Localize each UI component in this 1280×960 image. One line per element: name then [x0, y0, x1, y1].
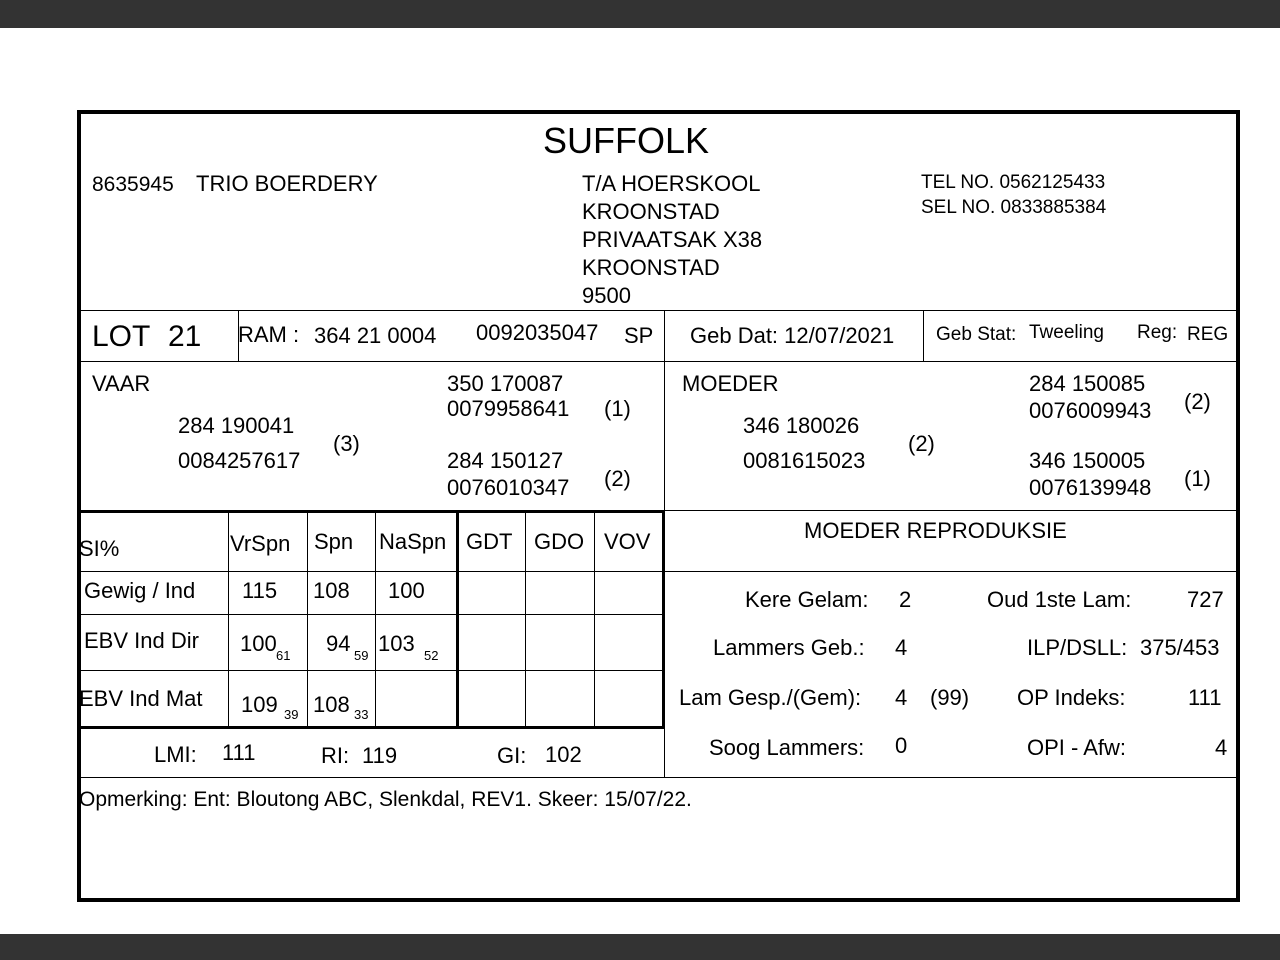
si-row-label: Gewig / Ind — [84, 578, 196, 603]
si-cell: 94 — [326, 631, 351, 656]
bottom-bar — [0, 934, 1280, 960]
si-cell: 108 — [313, 578, 350, 603]
divider — [594, 512, 595, 728]
moeder-label: MOEDER — [682, 371, 779, 396]
lam-gesp-value: 4 — [895, 685, 908, 710]
vaar-dam-count: (2) — [604, 466, 631, 491]
divider — [79, 614, 665, 615]
si-cell: 100 — [240, 631, 277, 656]
ram-label: RAM : — [238, 322, 300, 347]
soog-value: 0 — [895, 733, 908, 758]
moeder-sire-id: 284 150085 — [1029, 371, 1146, 396]
si-header: NaSpn — [379, 529, 447, 554]
vaar-count: (3) — [333, 431, 360, 456]
owner-id: 8635945 — [92, 173, 174, 196]
reg-value: REG — [1187, 324, 1229, 345]
si-cell: 108 — [313, 692, 350, 717]
tel-number: TEL NO. 0562125433 — [921, 172, 1106, 193]
ri-value: 119 — [362, 743, 398, 768]
top-bar — [0, 0, 1280, 28]
birth-status: Tweeling — [1029, 322, 1104, 343]
card-border-top — [77, 110, 1240, 114]
breed-title: SUFFOLK — [543, 120, 710, 161]
opi-value: 4 — [1215, 735, 1228, 760]
si-header: VrSpn — [230, 531, 291, 556]
divider — [79, 670, 665, 671]
si-cell-accuracy: 52 — [424, 648, 439, 663]
ilp-label: ILP/DSLL: — [1027, 635, 1128, 660]
si-corner-label: SI% — [79, 536, 120, 561]
moeder-dam-count: (1) — [1184, 466, 1211, 491]
divider — [79, 571, 665, 572]
address-line: 9500 — [582, 283, 631, 308]
reg-label: Reg: — [1137, 322, 1178, 343]
divider — [923, 311, 924, 361]
divider — [79, 511, 665, 513]
divider — [228, 512, 229, 728]
address-line: PRIVAATSAK X38 — [582, 227, 763, 252]
si-header: GDO — [534, 529, 585, 554]
si-cell-accuracy: 61 — [276, 648, 291, 663]
reproduction-title: MOEDER REPRODUKSIE — [804, 518, 1067, 543]
si-cell: 103 — [378, 631, 415, 656]
vaar-dam-reg: 0076010347 — [447, 475, 570, 500]
ri-label: RI: — [321, 743, 350, 768]
si-row-label: EBV Ind Mat — [79, 686, 203, 711]
remark: Opmerking: Ent: Bloutong ABC, Slenkdal, REV1. Skeer: 15/07/22. — [79, 788, 692, 811]
op-value: 111 — [1188, 685, 1222, 710]
lam-gesp-label: Lam Gesp./(Gem): — [679, 685, 862, 710]
moeder-sire-reg: 0076009943 — [1029, 398, 1152, 423]
ram-id: 364 21 0004 — [314, 323, 437, 348]
si-row-label: EBV Ind Dir — [84, 628, 199, 653]
moeder-id: 346 180026 — [743, 413, 860, 438]
vaar-id: 284 190041 — [178, 413, 295, 438]
opi-label: OPI - Afw: — [1027, 735, 1127, 760]
si-cell: 109 — [241, 692, 278, 717]
si-header: VOV — [604, 529, 651, 554]
vaar-sire-reg: 0079958641 — [447, 396, 570, 421]
address-line: T/A HOERSKOOL — [582, 171, 761, 196]
si-cell-accuracy: 33 — [354, 707, 369, 722]
divider — [662, 511, 665, 729]
ilp-value: 375/453 — [1140, 635, 1220, 660]
address-line: KROONSTAD — [582, 199, 720, 224]
ram-code: SP — [624, 323, 654, 348]
moeder-dam-id: 346 150005 — [1029, 448, 1146, 473]
oud-label: Oud 1ste Lam: — [987, 587, 1132, 612]
divider — [79, 726, 665, 729]
ram-reg-number: 0092035047 — [476, 320, 599, 345]
si-cell-accuracy: 59 — [354, 648, 369, 663]
vaar-reg: 0084257617 — [178, 448, 301, 473]
lammers-geb-label: Lammers Geb.: — [713, 635, 865, 660]
si-cell-accuracy: 39 — [284, 707, 299, 722]
gi-value: 102 — [545, 742, 582, 767]
divider — [79, 777, 1237, 778]
vaar-sire-count: (1) — [604, 396, 631, 421]
vaar-label: VAAR — [92, 371, 151, 396]
moeder-sire-count: (2) — [1184, 389, 1211, 414]
divider — [307, 512, 308, 728]
kere-gelam-label: Kere Gelam: — [745, 587, 869, 612]
moeder-reg: 0081615023 — [743, 448, 866, 473]
lot-label: LOT — [92, 320, 151, 353]
moeder-dam-reg: 0076139948 — [1029, 475, 1152, 500]
moeder-count: (2) — [908, 431, 935, 456]
card-border-right — [1236, 110, 1240, 902]
soog-label: Soog Lammers: — [709, 735, 865, 760]
si-header: Spn — [314, 529, 354, 554]
vaar-sire-id: 350 170087 — [447, 371, 564, 396]
divider — [79, 361, 1237, 362]
lmi-label: LMI: — [154, 742, 197, 767]
card-border-bottom — [77, 898, 1240, 902]
divider — [665, 571, 1237, 572]
divider — [375, 512, 376, 728]
owner-name: TRIO BOERDERY — [196, 171, 378, 196]
divider — [525, 512, 526, 728]
card-border-left — [77, 110, 81, 902]
vaar-dam-id: 284 150127 — [447, 448, 564, 473]
birth-date: Geb Dat: 12/07/2021 — [690, 323, 895, 348]
divider — [456, 512, 459, 728]
si-header: GDT — [466, 529, 513, 554]
gi-label: GI: — [497, 743, 527, 768]
divider — [79, 310, 1237, 311]
si-cell: 115 — [242, 578, 278, 603]
op-label: OP Indeks: — [1017, 685, 1126, 710]
lammers-geb-value: 4 — [895, 635, 908, 660]
lam-gem-value: (99) — [930, 685, 970, 710]
oud-value: 727 — [1187, 587, 1224, 612]
lot-number: 21 — [168, 320, 202, 353]
address-line: KROONSTAD — [582, 255, 720, 280]
lmi-value: 111 — [222, 740, 256, 765]
cell-number: SEL NO. 0833885384 — [921, 197, 1107, 218]
kere-gelam-value: 2 — [899, 587, 912, 612]
si-cell: 100 — [388, 578, 425, 603]
birth-status-label: Geb Stat: — [936, 324, 1017, 345]
